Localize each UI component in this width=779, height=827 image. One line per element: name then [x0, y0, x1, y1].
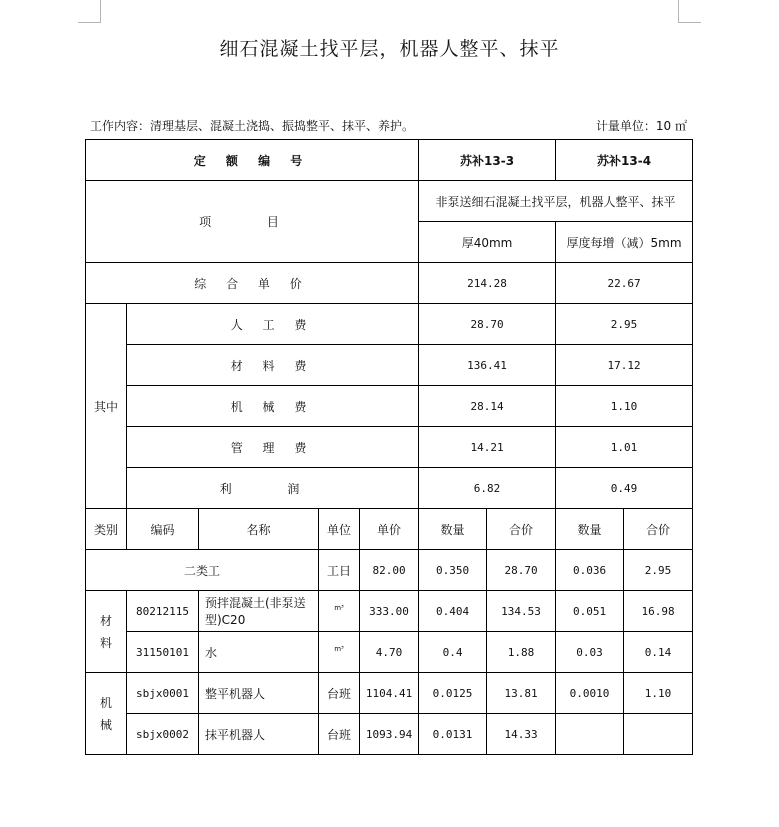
material-price: 333.00 — [360, 591, 419, 632]
cost-row — [86, 468, 693, 509]
cost-value-2: 0.49 — [556, 468, 693, 509]
machine-name: 抹平机器人 — [199, 714, 319, 755]
cost-value-1: 28.70 — [419, 304, 556, 345]
header-qty-2: 数量 — [556, 509, 624, 550]
quota-code-2: 苏补13-4 — [556, 140, 693, 181]
among-label: 其中 — [86, 304, 127, 509]
machine-qty-2 — [556, 714, 624, 755]
composite-price-2: 22.67 — [556, 263, 693, 304]
material-sum-1: 1.88 — [487, 632, 556, 673]
material-unit — [319, 591, 360, 632]
page-corner-mark-left — [78, 0, 101, 23]
machine-sum-1: 14.33 — [487, 714, 556, 755]
machine-qty-1: 0.0131 — [419, 714, 487, 755]
cost-value-1: 14.21 — [419, 427, 556, 468]
cost-value-2: 1.10 — [556, 386, 693, 427]
material-qty-1: 0.4 — [419, 632, 487, 673]
machine-code: sbjx0001 — [127, 673, 199, 714]
cost-label: 机 械 费 — [127, 386, 419, 427]
cost-label: 管 理 费 — [127, 427, 419, 468]
material-code: 31150101 — [127, 632, 199, 673]
header-price: 单价 — [360, 509, 419, 550]
labor-qty-1: 0.350 — [419, 550, 487, 591]
machine-qty-1: 0.0125 — [419, 673, 487, 714]
machine-row — [86, 673, 693, 714]
labor-sum-2: 2.95 — [624, 550, 693, 591]
machine-price: 1104.41 — [360, 673, 419, 714]
material-price: 4.70 — [360, 632, 419, 673]
material-qty-1: 0.404 — [419, 591, 487, 632]
quota-code-1: 苏补13-3 — [419, 140, 556, 181]
cost-value-1: 28.14 — [419, 386, 556, 427]
quota-table — [85, 139, 693, 755]
material-code: 80212115 — [127, 591, 199, 632]
machine-sum-2 — [624, 714, 693, 755]
item-description: 非泵送细石混凝土找平层，机器人整平、抹平 — [419, 181, 693, 222]
item-sub-1: 厚40mm — [419, 222, 556, 263]
composite-price-row — [86, 263, 693, 304]
cost-value-2: 1.01 — [556, 427, 693, 468]
cost-row — [86, 304, 693, 345]
work-content: 工作内容：清理基层、混凝土浇捣、振捣整平、抹平、养护。 — [90, 119, 415, 133]
machine-code: sbjx0002 — [127, 714, 199, 755]
labor-price: 82.00 — [360, 550, 419, 591]
cost-value-2: 2.95 — [556, 304, 693, 345]
material-name: 预拌混凝土(非泵送型)C20 — [199, 591, 319, 632]
cost-value-2: 17.12 — [556, 345, 693, 386]
machine-unit: 台班 — [319, 714, 360, 755]
labor-sum-1: 28.70 — [487, 550, 556, 591]
cost-value-1: 6.82 — [419, 468, 556, 509]
machine-category — [86, 673, 127, 755]
header-sum-2: 合价 — [624, 509, 693, 550]
labor-row — [86, 550, 693, 591]
material-unit — [319, 632, 360, 673]
header-category: 类别 — [86, 509, 127, 550]
item-sub-2: 厚度每增（减）5mm — [556, 222, 693, 263]
material-category-label: 材料 — [100, 613, 113, 650]
cost-row — [86, 345, 693, 386]
composite-price-label: 综 合 单 价 — [86, 263, 419, 304]
machine-name: 整平机器人 — [199, 673, 319, 714]
header-code: 编码 — [127, 509, 199, 550]
cost-row — [86, 427, 693, 468]
material-qty-2: 0.03 — [556, 632, 624, 673]
item-label: 项 目 — [86, 181, 419, 263]
machine-category-label: 机械 — [100, 695, 113, 732]
quota-number-row — [86, 140, 693, 181]
cost-label: 利 润 — [127, 468, 419, 509]
header-qty-1: 数量 — [419, 509, 487, 550]
cost-label: 人 工 费 — [127, 304, 419, 345]
material-name: 水 — [199, 632, 319, 673]
document-title: 细石混凝土找平层，机器人整平、抹平 — [219, 38, 560, 60]
item-row — [86, 181, 693, 222]
material-unit-text: m³ — [334, 645, 344, 653]
material-unit-text: m³ — [334, 604, 344, 612]
material-sum-1: 134.53 — [487, 591, 556, 632]
machine-price: 1093.94 — [360, 714, 419, 755]
cost-value-1: 136.41 — [419, 345, 556, 386]
machine-qty-2: 0.0010 — [556, 673, 624, 714]
material-category — [86, 591, 127, 673]
header-sum-1: 合价 — [487, 509, 556, 550]
cost-label: 材 料 费 — [127, 345, 419, 386]
cost-row — [86, 386, 693, 427]
material-sum-2: 16.98 — [624, 591, 693, 632]
material-row — [86, 632, 693, 673]
material-sum-2: 0.14 — [624, 632, 693, 673]
header-unit: 单位 — [319, 509, 360, 550]
labor-unit: 工日 — [319, 550, 360, 591]
material-qty-2: 0.051 — [556, 591, 624, 632]
material-row — [86, 591, 693, 632]
labor-name: 二类工 — [86, 550, 319, 591]
machine-row — [86, 714, 693, 755]
labor-qty-2: 0.036 — [556, 550, 624, 591]
machine-sum-1: 13.81 — [487, 673, 556, 714]
machine-unit: 台班 — [319, 673, 360, 714]
composite-price-1: 214.28 — [419, 263, 556, 304]
header-name: 名称 — [199, 509, 319, 550]
quota-number-label: 定 额 编 号 — [86, 140, 419, 181]
machine-sum-2: 1.10 — [624, 673, 693, 714]
measurement-unit: 计量单位：10 ㎡ — [595, 119, 687, 133]
detail-header-row — [86, 509, 693, 550]
page-corner-mark-right — [678, 0, 701, 23]
